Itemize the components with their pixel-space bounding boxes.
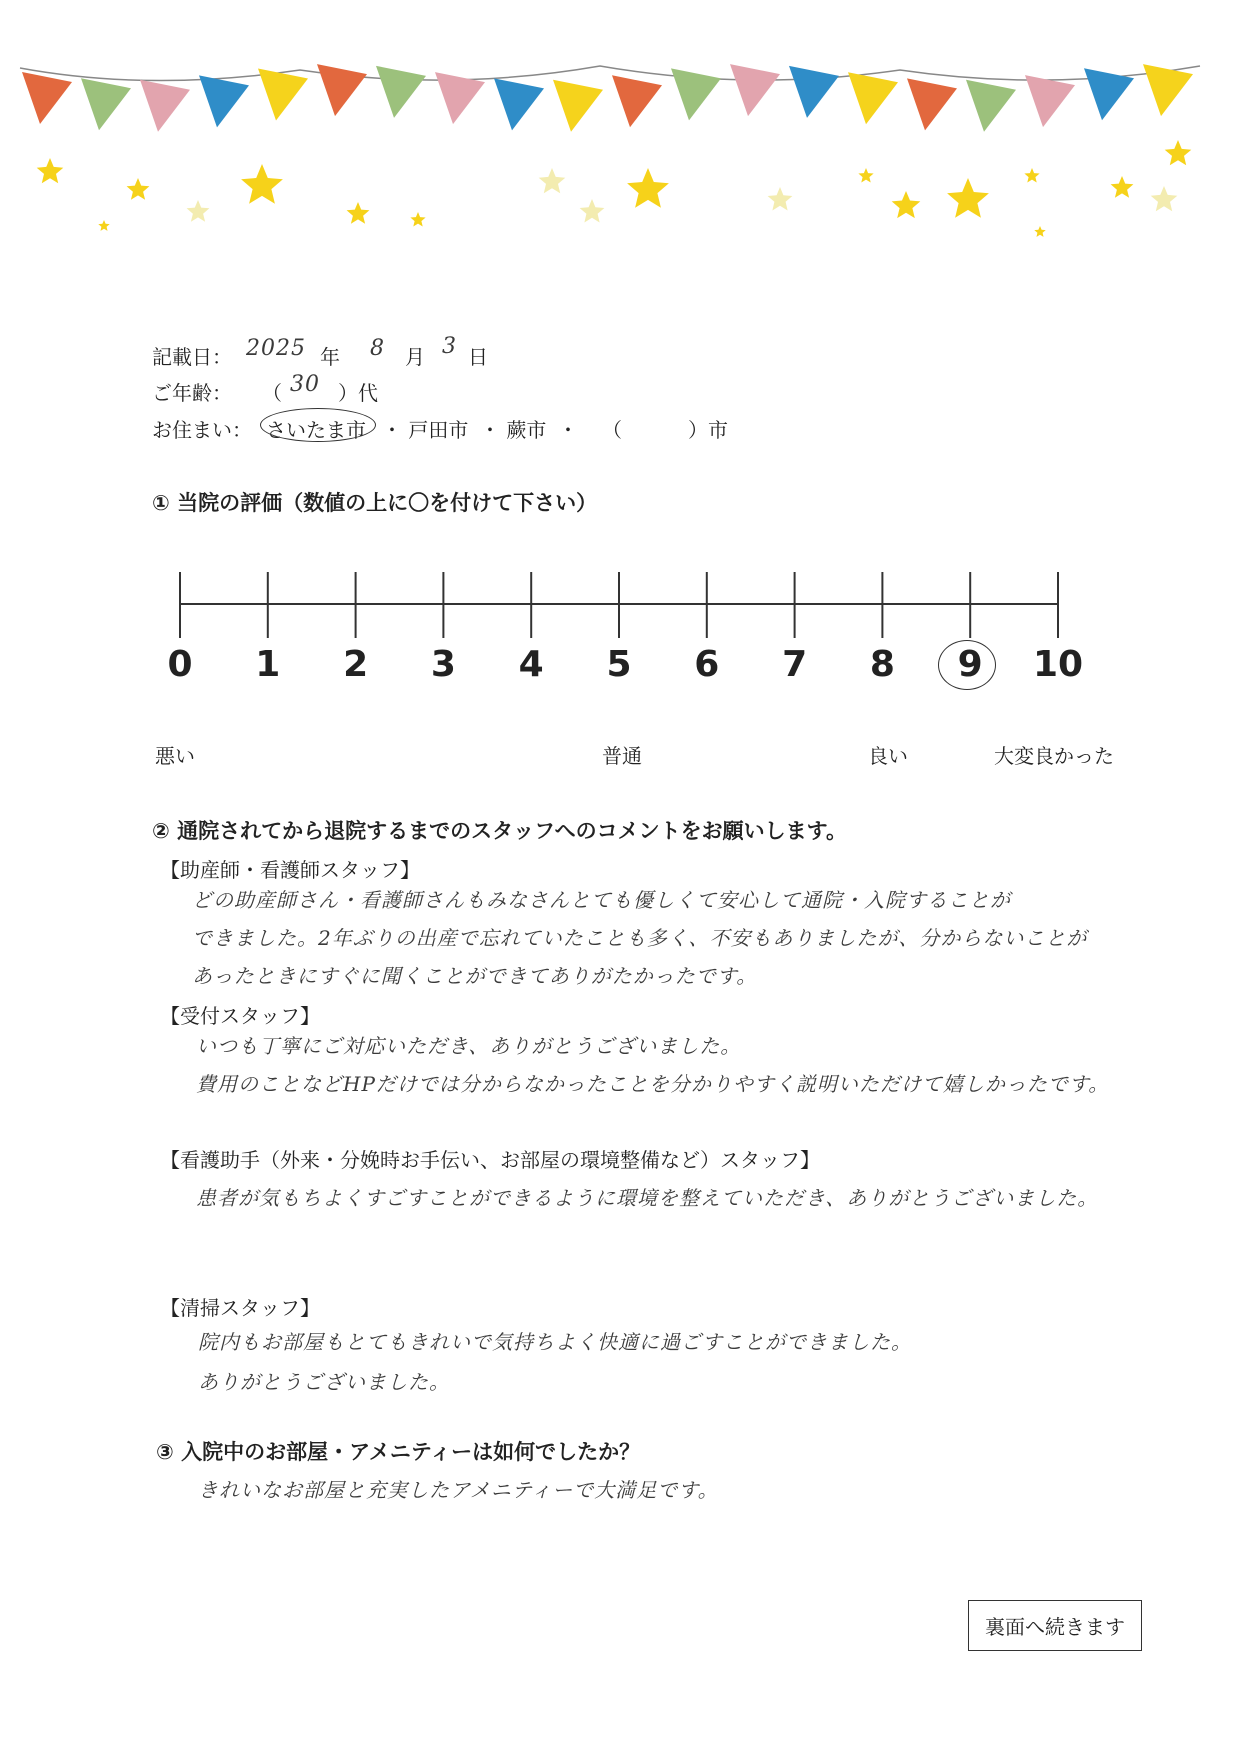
date-month-value: 8 [370, 336, 385, 361]
section3-answer: きれいなお部屋と充実したアメニティーで大満足です。 [198, 1478, 719, 1502]
residence-option-other-close: ）市 [688, 418, 728, 442]
month-unit: 月 [405, 345, 425, 369]
scale-number: 10 [1032, 644, 1084, 685]
date-year-value: 2025 [246, 336, 306, 361]
group-heading-reception: 【受付スタッフ】 [160, 1004, 320, 1028]
date-day-value: 3 [442, 334, 457, 359]
comment-line: 院内もお部屋もとてもきれいで気持ちよく快適に過ごすことができました。 [198, 1330, 912, 1354]
residence-option-toda: ・ 戸田市 [382, 418, 469, 442]
year-unit: 年 [320, 345, 340, 369]
scale-number: 4 [518, 644, 544, 685]
label-very-good: 大変良かった [994, 744, 1114, 768]
residence-label: お住まい： [152, 418, 252, 442]
continue-label: 裏面へ続きます [985, 1615, 1125, 1639]
comment-line: 費用のことなどHPだけでは分からなかったことを分かりやすく説明いただけて嬉しかったです。 [196, 1072, 1110, 1096]
comment-line: どの助産師さん・看護師さんもみなさんとても優しくて安心して通院・入院することが [192, 888, 1011, 912]
label-normal: 普通 [602, 744, 642, 768]
group-heading-midwives: 【助産師・看護師スタッフ】 [160, 858, 420, 882]
comment-line: あったときにすぐに聞くことができてありがたかったです。 [192, 964, 758, 988]
date-label: 記載日： [152, 345, 232, 369]
label-bad: 悪い [155, 744, 195, 768]
label-good: 良い [868, 744, 908, 768]
section3-title: ③ 入院中のお部屋・アメニティーは如何でしたか？ [156, 1440, 641, 1464]
group-heading-cleaning: 【清掃スタッフ】 [160, 1296, 320, 1320]
comment-line: できました。2年ぶりの出産で忘れていたことも多く、不安もありましたが、分からないことが [192, 926, 1088, 950]
section1-title: ① 当院の評価（数値の上に〇を付けて下さい） [152, 491, 598, 515]
section2-title: ② 通院されてから退院するまでのスタッフへのコメントをお願いします。 [152, 819, 847, 843]
scale-number: 9 [957, 644, 983, 685]
scale-number: 3 [430, 644, 456, 685]
age-open-paren: （ [262, 381, 282, 405]
continue-on-back-box [968, 1600, 1142, 1651]
residence-option-other-open: （ [602, 418, 622, 442]
age-label: ご年齢： [152, 381, 232, 405]
day-unit: 日 [468, 345, 488, 369]
scale-number: 8 [869, 644, 895, 685]
comment-line: いつも丁寧にご対応いただき、ありがとうございました。 [196, 1034, 742, 1058]
scale-number: 5 [606, 644, 632, 685]
rating-selected-circle [938, 640, 996, 690]
comment-line: 患者が気もちよくすごすことができるように環境を整えていただき、ありがとうございました。 [196, 1186, 1099, 1210]
residence-option-dot: ・ [558, 418, 578, 442]
age-close-paren: ）代 [338, 381, 378, 405]
age-value: 30 [290, 372, 320, 397]
residence-option-saitama: さいたま市 [266, 418, 366, 442]
scale-number: 6 [694, 644, 720, 685]
group-heading-nursing-assistant: 【看護助手（外来・分娩時お手伝い、お部屋の環境整備など）スタッフ】 [160, 1148, 820, 1172]
scale-number: 1 [255, 644, 281, 685]
comment-line: ありがとうございました。 [198, 1370, 450, 1394]
scale-number: 0 [167, 644, 193, 685]
residence-option-warabi: ・ 蕨市 [480, 418, 547, 442]
scale-number: 2 [343, 644, 369, 685]
scale-number: 7 [782, 644, 808, 685]
